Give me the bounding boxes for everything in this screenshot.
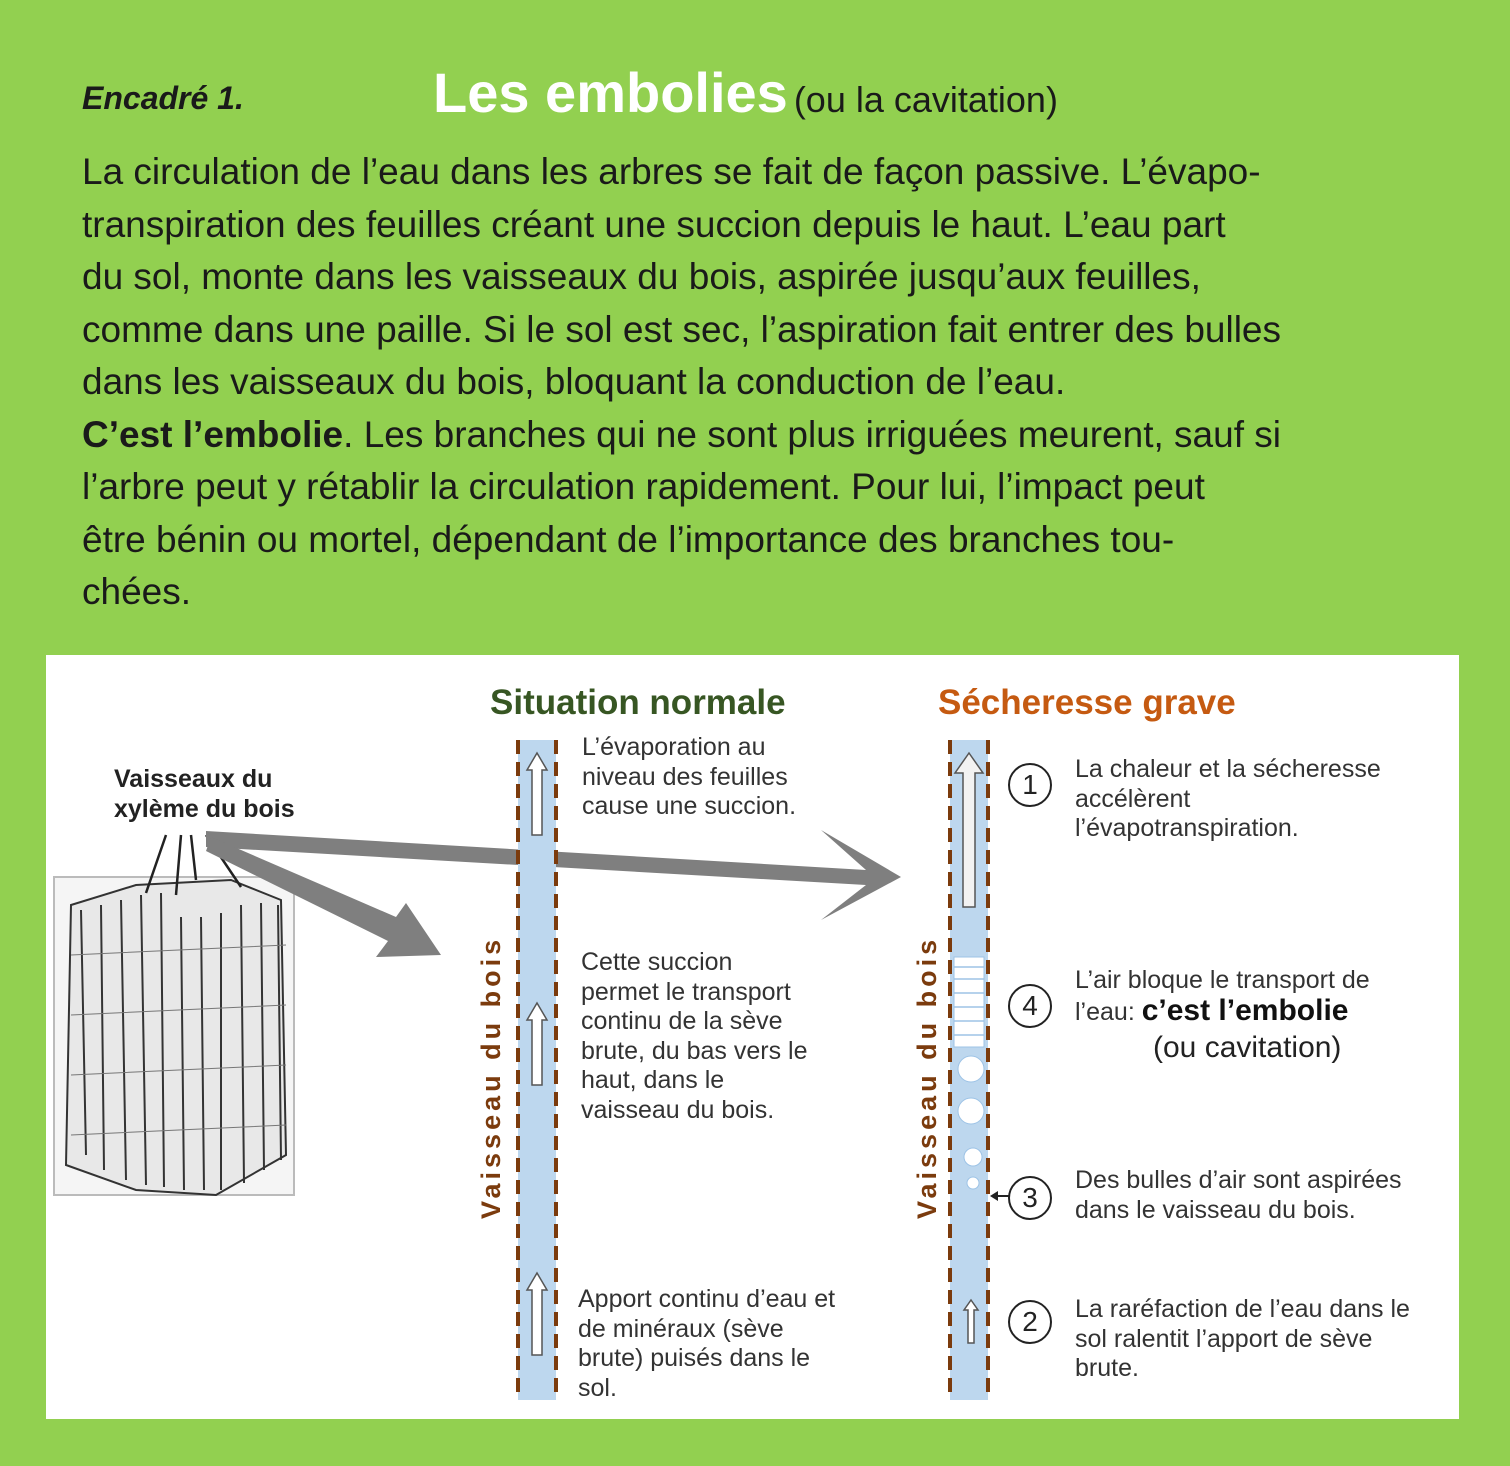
text-line: niveau des feuilles [582, 762, 788, 791]
step1-text [1075, 755, 1381, 844]
page-title [433, 60, 1058, 125]
text-line: La chaleur et la sécheresse [1075, 755, 1381, 783]
intro-line: transpiration des feuilles créant une succion depuis le haut. L’eau part [82, 203, 1226, 245]
text-line: Des bulles d’air sont aspirées [1075, 1166, 1402, 1194]
intro-line: La circulation de l’eau dans les arbres se fait de façon passive. L’évapo- [82, 151, 1261, 192]
drought-vessel-label: Vaisseau du bois [912, 935, 942, 1219]
text-line: haut, dans le [581, 1066, 725, 1094]
normal-heading: Situation normale [490, 683, 786, 722]
xylem-label-line: Vaisseaux du [114, 765, 273, 793]
text-line: brute, du bas vers le [581, 1036, 808, 1065]
intro-line: dans les vaisseaux du bois, bloquant la conduction de l’eau. [82, 361, 1066, 402]
drought-vessel [950, 740, 1009, 1400]
step-number-1: 1 [1008, 763, 1052, 807]
embolie-bold: C’est l’embolie [82, 413, 344, 455]
normal-top-text [582, 733, 796, 822]
text-line: L’air bloque le transport de [1075, 966, 1370, 994]
text-line: brute) puisés dans le [578, 1344, 811, 1372]
intro-line: chées. [82, 571, 192, 612]
intro-line [82, 409, 1472, 462]
xylem-block-illustration [54, 835, 294, 1195]
text-line: sol. [578, 1373, 617, 1402]
step-number-2: 2 [1008, 1300, 1052, 1344]
step-number-3: 3 [1008, 1176, 1052, 1220]
text-line: l’évapotranspiration. [1075, 814, 1299, 842]
text-line: vaisseau du bois. [581, 1095, 775, 1124]
normal-vessel-label: Vaisseau du bois [476, 935, 506, 1219]
normal-bottom-text [578, 1285, 835, 1403]
drought-heading: Sécheresse grave [938, 683, 1236, 722]
intro-line: du sol, monte dans les vaisseaux du bois, aspirée jusqu’aux feuilles, [82, 256, 1201, 297]
title-main: Les embolies [433, 61, 788, 124]
intro-line-rest: . Les branches qui ne sont plus irriguées meurent, sauf si [343, 413, 1281, 455]
text-prefix: l’eau: [1075, 997, 1142, 1026]
step2-text [1075, 1295, 1410, 1384]
text-line: (ou cavitation) [1153, 1031, 1342, 1064]
step3-text [1075, 1166, 1402, 1225]
text-line: continu de la sève [581, 1007, 783, 1035]
intro-line: comme dans une paille. Si le sol est sec, l’aspiration fait entrer des bulles [82, 308, 1281, 350]
title-subtitle: (ou la cavitation) [793, 79, 1058, 120]
text-line: Apport continu d’eau et [578, 1285, 836, 1313]
embolie-emphasis: c’est l’embolie [1141, 993, 1349, 1027]
intro-paragraph [82, 146, 1472, 619]
step4-text [1075, 966, 1370, 1063]
xylem-label-line: xylème du bois [114, 794, 295, 823]
text-line: de minéraux (sève [578, 1314, 784, 1343]
box-label: Encadré 1. [82, 80, 244, 116]
normal-mid-text [581, 948, 808, 1125]
intro-line: l’arbre peut y rétablir la circulation rapidement. Pour lui, l’impact peut [82, 466, 1205, 507]
text-line: cause une succion. [582, 792, 797, 820]
text-line: sol ralentit l’apport de sève [1075, 1324, 1373, 1353]
text-line: L’évaporation au [582, 733, 766, 761]
text-line: La raréfaction de l’eau dans le [1075, 1295, 1410, 1323]
text-line: dans le vaisseau du bois. [1075, 1195, 1356, 1224]
text-line [1075, 993, 1370, 1028]
diagram-panel [46, 655, 1459, 1419]
normal-vessel [518, 740, 556, 1400]
text-line: permet le transport [581, 977, 791, 1006]
intro-line: être bénin ou mortel, dépendant de l’importance des branches tou- [82, 518, 1175, 560]
text-line: Cette succion [581, 948, 733, 976]
text-line: accélèrent [1075, 784, 1191, 813]
step-number-4: 4 [1008, 984, 1052, 1028]
xylem-label [114, 765, 295, 824]
text-line: brute. [1075, 1354, 1139, 1382]
